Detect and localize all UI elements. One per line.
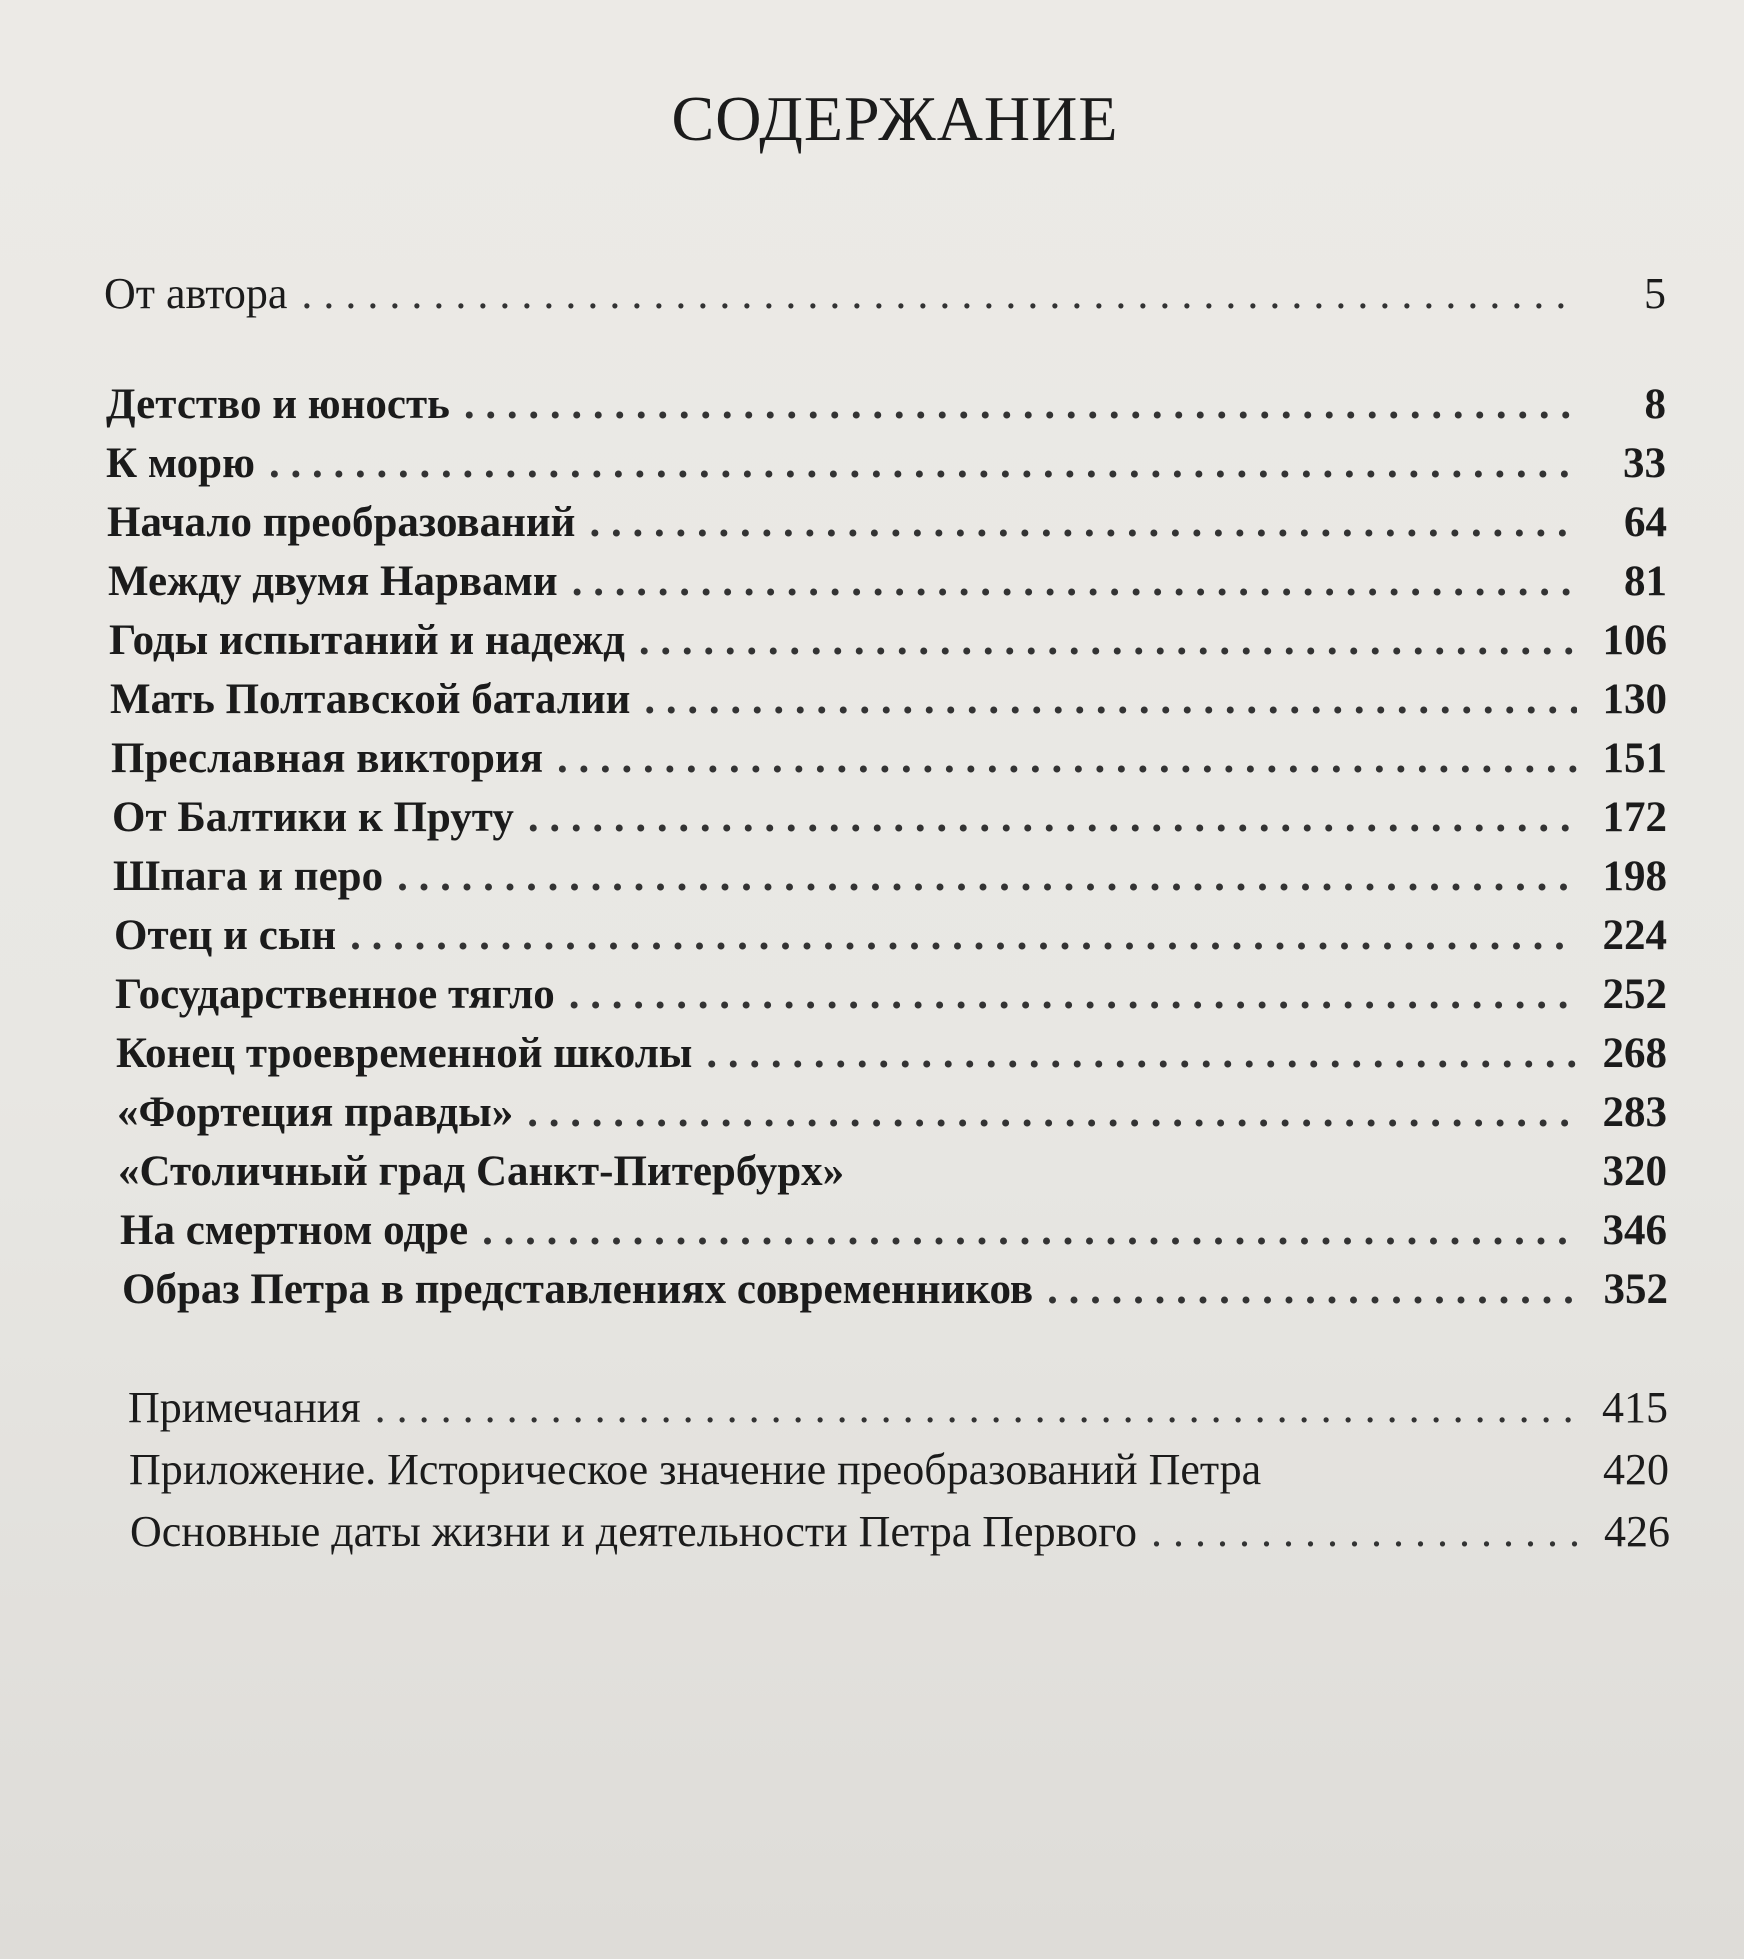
toc-entry-title: Преславная виктория <box>111 735 543 782</box>
toc-entry-title: Шпага и перо <box>113 853 384 900</box>
toc-entry-title: Образ Петра в представлениях современников <box>122 1266 1034 1313</box>
toc-entry-chapter <box>116 1029 1667 1078</box>
toc-entry-page: 106 <box>1602 617 1667 664</box>
page-title: СОДЕРЖАНИЕ <box>671 83 1119 154</box>
toc-entry-title: «Столичный град Санкт-Питербурх» <box>118 1148 845 1195</box>
toc-entry-page: 151 <box>1602 735 1667 782</box>
toc-entry-page: 415 <box>1602 1383 1668 1432</box>
toc-entry-chapter <box>115 970 1667 1019</box>
dot-leader <box>375 1382 1578 1433</box>
dot-leader <box>528 793 1577 842</box>
toc-entry-preface <box>104 268 1666 319</box>
toc-entry-chapter <box>117 1088 1667 1137</box>
dot-leader <box>557 734 1577 783</box>
toc-entry-page: 252 <box>1602 971 1667 1018</box>
toc-entry-chapter <box>118 1147 1667 1196</box>
toc-entry-title: От Балтики к Пруту <box>112 794 514 841</box>
dot-leader <box>464 380 1576 429</box>
dot-leader <box>269 439 1576 488</box>
toc-entry-page: 81 <box>1624 558 1667 605</box>
toc-entry-title: К морю <box>106 440 255 487</box>
toc-entry-appendix <box>128 1382 1668 1433</box>
toc-entry-page: 224 <box>1602 912 1667 959</box>
dot-leader <box>1151 1506 1580 1557</box>
toc-entry-page: 352 <box>1603 1266 1668 1313</box>
toc-entry-page: 320 <box>1602 1148 1667 1195</box>
dot-leader <box>572 557 1577 606</box>
toc-entry-title: Детство и юность <box>106 381 450 428</box>
toc-entry-title: Основные даты жизни и деятельности Петра Первого <box>130 1507 1138 1556</box>
toc-entry-chapter <box>106 380 1666 429</box>
toc-entry-page: 198 <box>1602 853 1667 900</box>
toc-entry-chapter <box>122 1265 1668 1314</box>
toc-entry-page: 172 <box>1602 794 1667 841</box>
toc-entry-page: 426 <box>1604 1507 1670 1556</box>
toc-entry-page: 130 <box>1602 676 1667 723</box>
dot-leader <box>589 498 1577 547</box>
toc-entry-chapter <box>110 675 1667 724</box>
dot-leader <box>706 1029 1577 1078</box>
toc-entry-title: От автора <box>104 269 288 318</box>
toc-entry-chapter <box>120 1206 1667 1255</box>
dot-leader <box>644 675 1577 724</box>
dot-leader <box>639 616 1577 665</box>
toc-entry-title: Государственное тягло <box>115 971 555 1018</box>
dot-leader <box>569 970 1577 1019</box>
toc-entry-page: 346 <box>1602 1207 1667 1254</box>
toc-entry-chapter <box>106 439 1666 488</box>
toc-entry-page: 283 <box>1602 1089 1667 1136</box>
dot-leader <box>350 911 1577 960</box>
toc-entry-chapter <box>113 852 1667 901</box>
toc-entry-title: Мать Полтавской баталии <box>110 676 631 723</box>
dot-leader <box>482 1206 1577 1255</box>
toc-entry-page: 64 <box>1624 499 1667 546</box>
toc-entry-page: 8 <box>1644 381 1666 428</box>
toc-entry-page: 33 <box>1623 440 1666 487</box>
toc-entry-appendix <box>130 1506 1670 1557</box>
toc-entry-title: Между двумя Нарвами <box>108 558 558 605</box>
toc-entry-appendix <box>129 1444 1669 1495</box>
dot-leader <box>397 852 1577 901</box>
toc-entry-page: 420 <box>1603 1445 1669 1494</box>
toc-entry-title: Приложение. Историческое значение преобразований Петра <box>129 1445 1262 1494</box>
toc-entry-page: 268 <box>1602 1030 1667 1077</box>
toc-entry-chapter <box>108 557 1667 606</box>
toc-entry-title: «Фортеция правды» <box>117 1089 514 1136</box>
toc-entry-chapter <box>114 911 1667 960</box>
toc-entry-title: На смертном одре <box>120 1207 469 1254</box>
toc-entry-title: Примечания <box>128 1383 361 1432</box>
toc-entry-chapter <box>109 616 1667 665</box>
toc-entry-page: 5 <box>1644 269 1666 318</box>
toc-entry-title: Отец и сын <box>114 912 337 959</box>
toc-entry-chapter <box>107 498 1667 547</box>
toc-entry-chapter <box>112 793 1667 842</box>
toc-entry-title: Конец троевременной школы <box>116 1030 693 1077</box>
toc-entry-title: Годы испытаний и надежд <box>109 617 625 664</box>
dot-leader <box>301 268 1576 319</box>
dot-leader <box>1047 1265 1578 1314</box>
dot-leader <box>527 1088 1577 1137</box>
toc-entry-title: Начало преобразований <box>107 499 576 546</box>
toc-entry-chapter <box>111 734 1667 783</box>
